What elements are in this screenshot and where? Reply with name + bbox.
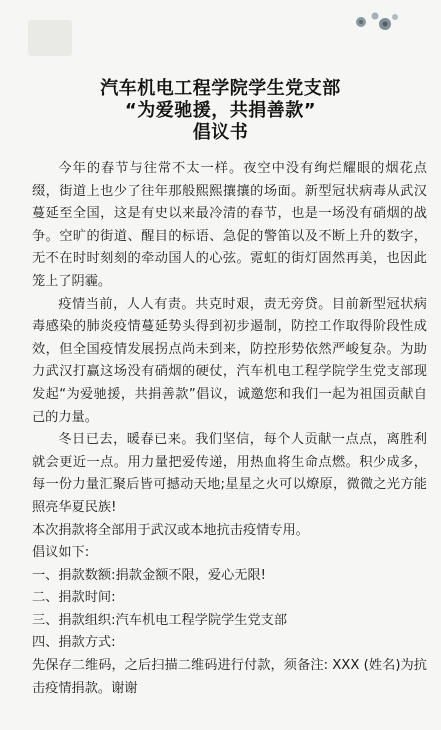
decorative-blur-shape: [28, 20, 72, 56]
proposal-item-time: 二、捐款时间:: [32, 590, 116, 606]
flower-ornament-icon: [351, 8, 401, 34]
paragraph-1: 今年的春节与往常不太一样。夜空中没有绚烂耀眼的烟花点缀，街道上也少了往年那般熙熙攘攘的场面。新型冠状病毒从武汉蔓延至全国，这是有史以来最冷清的春节，也是一场没有硝烟的战争。空旷的街道、醒目的标语、急促的警笛以及不断上升的数字，无不在时时刻刻的牵动国人的心弦。霓虹的街灯固然再美，也因此笼上了阴霾。: [32, 161, 427, 289]
paragraph-3: 冬日已去，暖春已来。我们坚信，每个人贡献一点点，离胜利就会更近一点。用力量把爱传递，用热血将生命点燃。积少成多，每一份力量汇聚后皆可撼动天地;星星之火可以燎原，微微之光方能照亮华夏民族!: [32, 432, 427, 515]
payment-instructions: 先保存二维码，之后扫描二维码进行付款，须备注: XXX (姓名)为抗击疫情捐款。谢谢: [32, 658, 427, 696]
title-line-1: 汽车机电工程学院学生党支部: [100, 78, 341, 99]
title-line-3: 倡议书: [192, 122, 249, 143]
proposal-item-organizer: 三、捐款组织:汽车机电工程学院学生党支部: [32, 612, 288, 628]
paragraph-2: 疫情当前，人人有责。共克时艰，责无旁贷。目前新型冠状病毒感染的肺炎疫情蔓延势头得到初步遏制，防控工作取得阶段性成效，但全国疫情发展拐点尚未到来，防控形势依然严峻复杂。为助力武汉打赢这场没有硝烟的硬仗，汽车机电工程学院学生党支部现发起“为爱驰援，共捐善款”倡议，诚邀您和我们一起为祖国贡献自己的力量。: [32, 296, 427, 425]
document-body: [32, 158, 427, 700]
proposal-intro: 倡议如下:: [32, 545, 90, 561]
usage-statement: 本次捐款将全部用于武汉或本地抗击疫情专用。: [32, 522, 309, 538]
proposal-item-method: 四、捐款方式:: [32, 635, 116, 651]
document-title: [0, 78, 441, 144]
proposal-item-amount: 一、捐款数额:捐款金额不限，爱心无限!: [32, 567, 266, 583]
title-line-2: “为爱驰援，共捐善款”: [124, 100, 317, 121]
